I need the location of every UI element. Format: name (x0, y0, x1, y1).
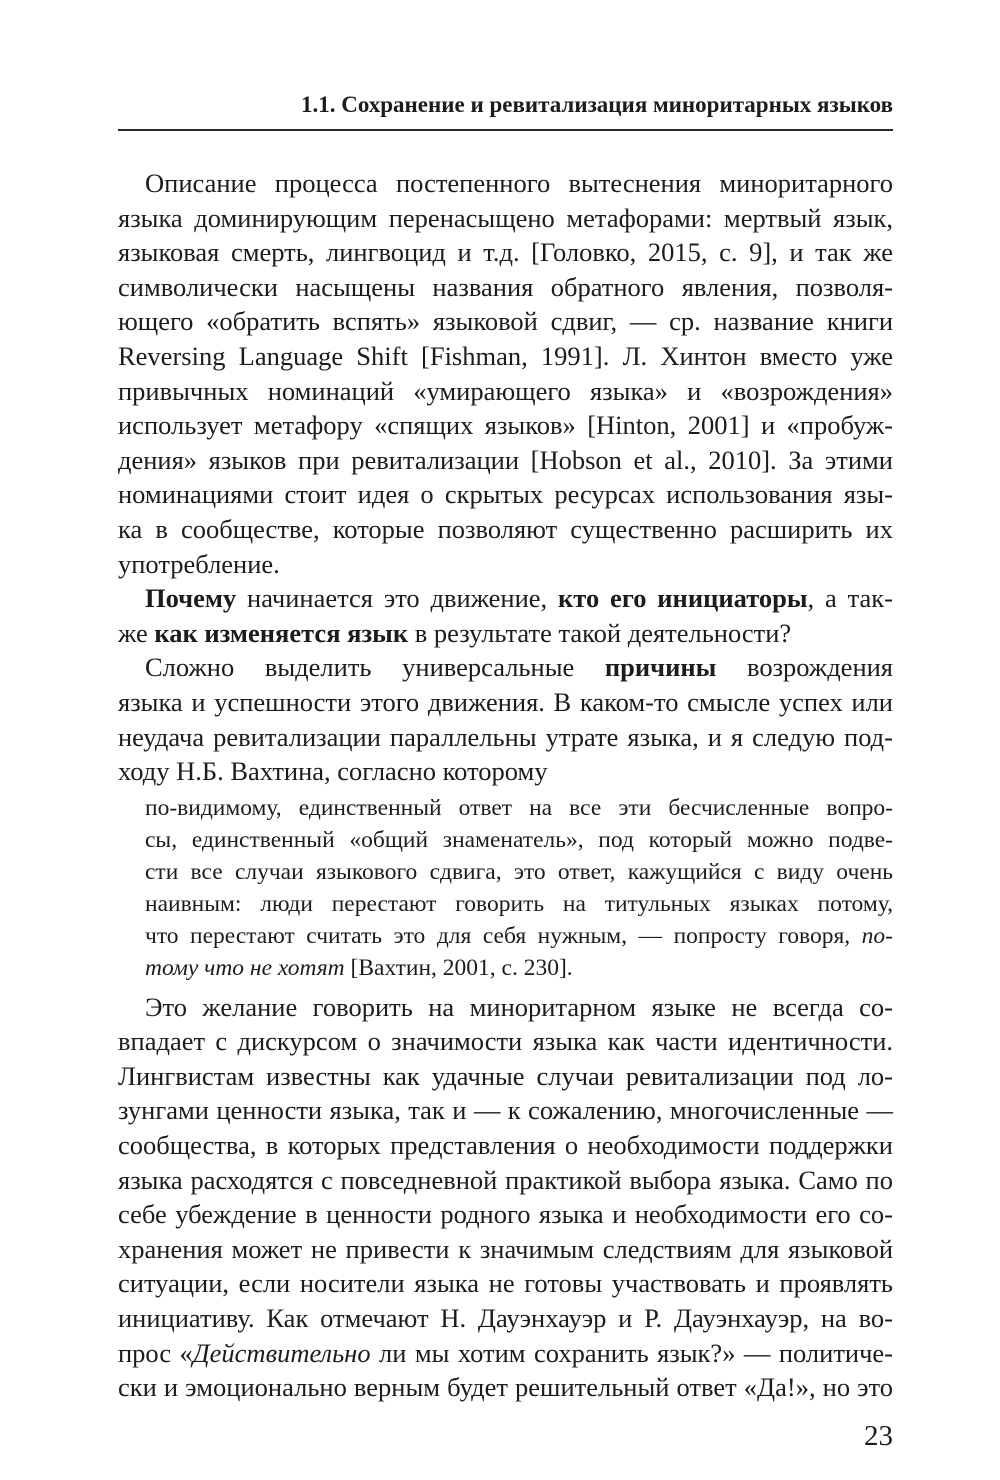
paragraph (118, 581, 893, 650)
text-line (118, 1232, 893, 1267)
text-run: Лингвистам известны как удачные случаи ревитализации под ло- (118, 1060, 893, 1091)
italic-text: Действительно (192, 1337, 371, 1368)
text-line (118, 374, 893, 409)
text-line (118, 754, 893, 789)
text-run: ситуации, если носители языка не готовы участвовать и проявлять (118, 1268, 893, 1299)
text-line (118, 166, 893, 201)
text-line (118, 720, 893, 755)
text-line (145, 888, 893, 920)
paragraph (118, 166, 893, 581)
text-run: Описание процесса постепенного вытеснения миноритарного (145, 168, 893, 198)
text-run: ходу Н.Б. Вахтина, согласно которому (118, 756, 548, 787)
text-line (118, 443, 893, 478)
header-rule (118, 129, 893, 131)
text-run: же (118, 617, 155, 648)
text-run: наивным: люди перестают говорить на титульных языках потому, (145, 890, 893, 917)
text-run: привычных номинаций «умирающего языка» и «возрождения» (118, 375, 893, 406)
text-line (118, 685, 893, 720)
text-run: ски и эмоционально верным будет решительный ответ «Да!», но это (118, 1372, 893, 1403)
text-run: ка в сообществе, которые позволяют существенно расширить их (118, 513, 893, 544)
text-line (118, 477, 893, 512)
text-run: языка доминирующим перенасыщено метафорами: мертвый язык, (118, 202, 893, 233)
text-run: ющего «обратить вспять» языковой сдвиг, — ср. название книги (118, 306, 893, 337)
text-run: зунгами ценности языка, так и — к сожалению, многочисленные — (118, 1095, 893, 1126)
text-run: ли мы хотим сохранить язык?» — политиче- (370, 1337, 893, 1368)
page-body (118, 166, 893, 1405)
text-line (118, 650, 893, 685)
text-line (118, 339, 893, 374)
text-run: , а так- (807, 583, 893, 614)
text-line (145, 952, 893, 984)
bold-text: кто его инициаторы (558, 583, 808, 614)
text-run: дения» языков при ревитализации [Hobson et al., 2010]. За этими (118, 444, 893, 475)
text-run: инициативу. Как отмечают Н. Дауэнхауэр и Р. Дауэнхауэр, на во- (118, 1303, 893, 1334)
text-line (118, 1370, 893, 1405)
text-line (118, 1163, 893, 1198)
text-line (118, 408, 893, 443)
text-line (118, 1093, 893, 1128)
text-run: хранения может не привести к значимым следствиям для языковой (118, 1233, 893, 1264)
italic-text: тому что не хотят (145, 954, 345, 981)
text-line (118, 1336, 893, 1371)
text-run: прос « (118, 1337, 193, 1368)
text-run: сообщества, в которых представления о необходимости поддержки (118, 1130, 893, 1161)
text-line (145, 824, 893, 856)
text-line (118, 270, 893, 305)
text-line (118, 1059, 893, 1094)
text-run: символически насыщены названия обратного явления, позволя- (118, 271, 893, 302)
text-run: языка расходятся с повседневной практикой выбора языка. Само по (118, 1164, 893, 1195)
text-line (118, 616, 893, 651)
text-line (118, 512, 893, 547)
paragraph (118, 990, 893, 1405)
text-run: Сложно выделить универсальные (145, 652, 605, 683)
text-line (145, 856, 893, 888)
page-number: 23 (864, 1420, 893, 1452)
text-run: использует метафору «спящих языков» [Hinton, 2001] и «пробуж- (118, 410, 893, 441)
text-line (118, 1266, 893, 1301)
block-quote (118, 792, 893, 984)
paragraph (118, 650, 893, 788)
text-run: языка и успешности этого движения. В каком-то смысле успех или (118, 686, 893, 717)
bold-text: как изменяется язык (154, 617, 409, 648)
text-line (118, 990, 893, 1025)
text-run: Это желание говорить на миноритарном языке не всегда со- (145, 991, 893, 1022)
text-run: по-видимому, единственный ответ на все эти бесчисленные вопро- (145, 794, 893, 821)
text-run: языковая смерть, лингвоцид и т.д. [Головко, 2015, с. 9], и так же (118, 237, 893, 268)
text-line (118, 581, 893, 616)
running-header: 1.1. Сохранение и ревитализация миноритарных языков (300, 92, 893, 117)
text-run: себе убеждение в ценности родного языка и необходимости его со- (118, 1199, 893, 1230)
text-line (118, 1301, 893, 1336)
text-line (118, 1128, 893, 1163)
bold-text: Почему (145, 583, 237, 614)
text-run: [Вахтин, 2001, с. 230]. (344, 954, 573, 981)
text-run: употребление. (118, 548, 280, 579)
text-run: сти все случаи языкового сдвига, это ответ, кажущийся с виду очень (145, 858, 893, 885)
text-line (118, 304, 893, 339)
text-run: номинациями стоит идея о скрытых ресурсах использования язы- (118, 479, 893, 510)
text-run: что перестают считать это для себя нужным, — попросту говоря, (145, 922, 862, 949)
text-line (118, 547, 893, 582)
text-run: в результате такой деятельности? (408, 617, 792, 648)
text-line (118, 201, 893, 236)
text-line (118, 235, 893, 270)
text-line (145, 792, 893, 824)
text-run: неудача ревитализации параллельны утрате языка, и я следую под- (118, 721, 893, 752)
italic-text: по- (861, 922, 893, 949)
text-run: Reversing Language Shift [Fishman, 1991]. Л. Хинтон вместо уже (118, 340, 893, 371)
text-line (118, 1024, 893, 1059)
text-run: возрождения (716, 652, 893, 683)
text-line (145, 920, 893, 952)
text-run: начинается это движение, (236, 583, 559, 614)
text-run: сы, единственный «общий знаменатель», под который можно подве- (145, 826, 893, 853)
text-run: впадает с дискурсом о значимости языка как части идентичности. (118, 1026, 893, 1057)
text-line (118, 1197, 893, 1232)
bold-text: причины (604, 652, 717, 683)
